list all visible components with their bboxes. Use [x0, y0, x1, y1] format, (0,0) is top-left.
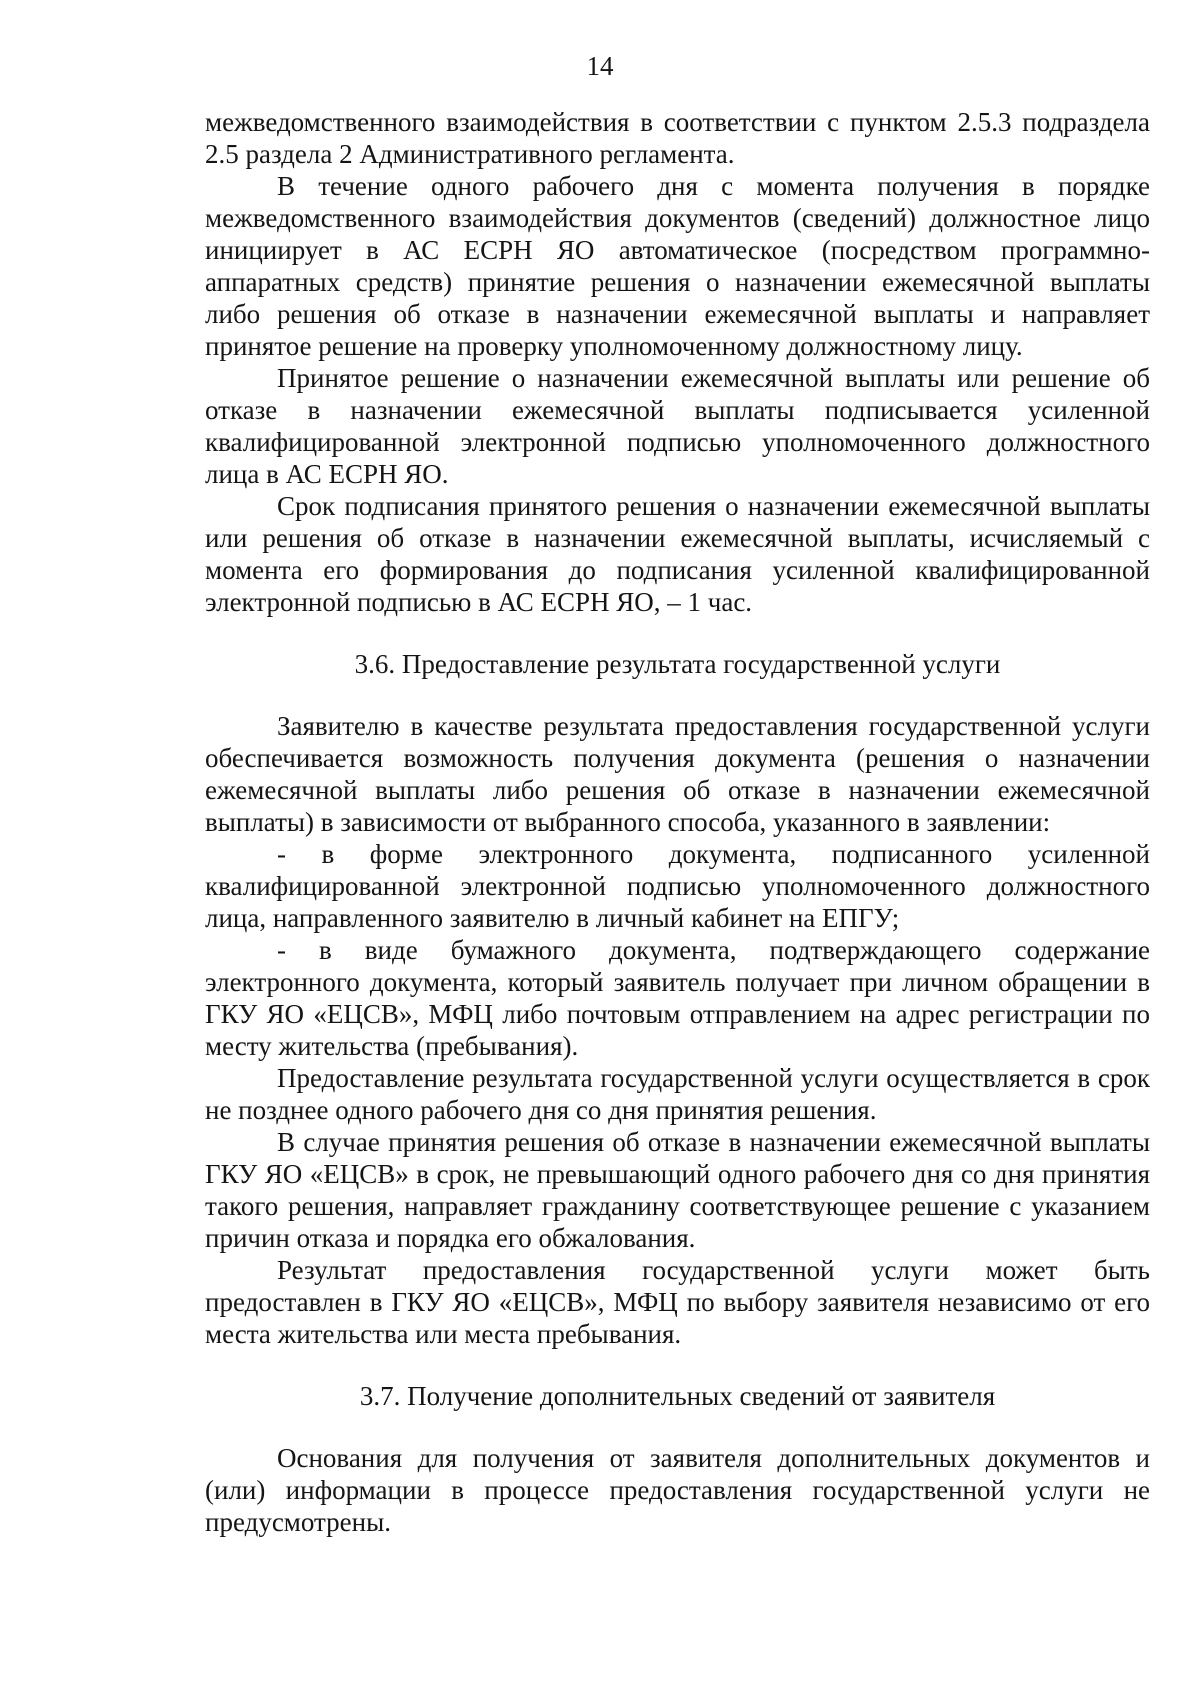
- section-heading: 3.7. Получение дополнительных сведений от заявителя: [359, 1381, 996, 1411]
- section-heading: 3.6. Предоставление результата государственной услуги: [354, 649, 1001, 679]
- paragraph: Результат предоставления государственной услуги может быть предоставлен в ГКУ ЯО «ЕЦСВ», МФЦ по выбору заявителя независимо от его места жительства или места пребывания.: [205, 1255, 1150, 1349]
- paragraph: В течение одного рабочего дня с момента получения в порядке межведомственного взаимодействия документов (сведений) должностное лицо инициирует в АС ЕСРН ЯО автоматическое (посредством программно-аппаратных средств) принятие решения о назначении ежемесячной выплаты либо решения об отказе в назначении ежемесячной выплаты и направляет принятое решение на проверку уполномоченному должностному лицу.: [205, 171, 1150, 361]
- list-item: - в форме электронного документа, подписанного усиленной квалифицированной электронной подписью уполномоченного должностного лица, направленного заявителю в личный кабинет на ЕПГУ;: [205, 839, 1150, 933]
- paragraph: Заявителю в качестве результата предоставления государственной услуги обеспечивается возможность получения документа (решения о назначении ежемесячной выплаты либо решения об отказе в назначении ежемесячной выплаты) в зависимости от выбранного способа, указанного в заявлении:: [205, 711, 1150, 837]
- document-body: [205, 106, 1150, 1538]
- paragraph: Предоставление результата государственной услуги осуществляется в срок не позднее одного рабочего дня со дня принятия решения.: [205, 1063, 1150, 1125]
- paragraph: Основания для получения от заявителя дополнительных документов и (или) информации в процессе предоставления государственной услуги не предусмотрены.: [205, 1443, 1150, 1537]
- paragraph: Срок подписания принятого решения о назначении ежемесячной выплаты или решения об отказе в назначении ежемесячной выплаты, исчисляемый с момента его формирования до подписания усиленной квалифицированной электронной подписью в АС ЕСРН ЯО, – 1 час.: [205, 491, 1150, 617]
- paragraph: межведомственного взаимодействия в соответствии с пунктом 2.5.3 подраздела 2.5 раздела 2 Административного регламента.: [205, 107, 1150, 169]
- paragraph: Принятое решение о назначении ежемесячной выплаты или решение об отказе в назначении ежемесячной выплаты подписывается усиленной квалифицированной электронной подписью уполномоченного должностного лица в АС ЕСРН ЯО.: [205, 363, 1150, 489]
- list-item: - в виде бумажного документа, подтверждающего содержание электронного документа, который заявитель получает при личном обращении в ГКУ ЯО «ЕЦСВ», МФЦ либо почтовым отправлением на адрес регистрации по месту жительства (пребывания).: [205, 935, 1150, 1061]
- page-number: 14: [586, 51, 614, 81]
- paragraph: В случае принятия решения об отказе в назначении ежемесячной выплаты ГКУ ЯО «ЕЦСВ» в срок, не превышающий одного рабочего дня со дня принятия такого решения, направляет гражданину соответствующее решение с указанием причин отказа и порядка его обжалования.: [205, 1127, 1150, 1253]
